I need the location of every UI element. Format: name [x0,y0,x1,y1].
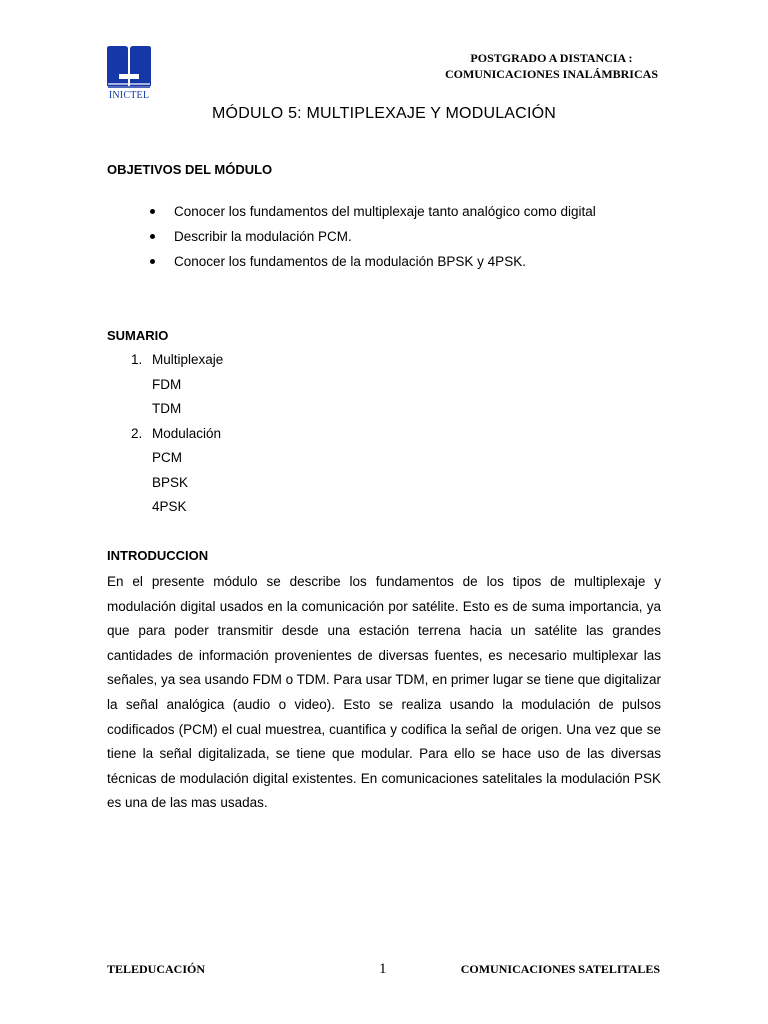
inictel-logo-icon [106,46,152,90]
objective-item: Describir la modulación PCM. [150,227,596,252]
summary-label: Multiplexaje [152,352,224,367]
logo-text: INICTEL [108,90,150,101]
introduction-body: En el presente módulo se describe los fundamentos de los tipos de multiplexaje y modulación digital usados en la comunicación por satélite. Esto es de suma importancia, ya que para poder transmitir desde una estación terrena hacia un satélite las grandes cantidades de información provenientes de diversas fuentes, es necesario multiplexar las señales, ya sea usando FDM o TDM. Para usar TDM, en primer lugar se tiene que digitalizar la señal analógica (audio o video). Esto se realiza usando la modulación de pulsos codificados (PCM) el cual muestrea, cuantifica y codifica la señal de origen. Una vez que se tiene la señal digitalizada, se tiene que modular. Para ello se hace uso de las diversas técnicas de modulación digital existentes. En comunicaciones satelitales la modulación PSK es una de las mas usadas. [107,574,662,811]
header-line-2: COMUNICACIONES INALÁMBRICAS [444,67,658,81]
document-title: MÓDULO 5: MULTIPLEXAJE Y MODULACIÓN [212,105,556,122]
objectives-list [150,202,596,277]
inictel-logo [106,46,152,102]
summary-number: 1. [131,352,143,367]
header-line-1: POSTGRADO A DISTANCIA : [470,51,633,65]
summary-heading: SUMARIO [107,328,169,343]
summary-number: 2. [131,425,143,441]
summary-label: PCM [152,450,182,465]
header-program [445,50,658,82]
summary-label: Modulación [152,425,222,441]
summary-label: BPSK [152,474,189,490]
page-number: 1 [379,961,387,977]
introduction-heading: INTRODUCCION [107,548,209,563]
summary-label: FDM [152,376,182,392]
footer-right: COMUNICACIONES SATELITALES [460,962,660,976]
objective-item: Conocer los fundamentos del multiplexaje tanto analógico como digital [150,202,596,227]
summary-label: 4PSK [152,499,187,514]
summary-label: TDM [152,401,182,416]
footer-left: TELEDUCACIÓN [107,962,206,976]
objective-item: Conocer los fundamentos de la modulación BPSK y 4PSK. [150,252,596,277]
objectives-heading: OBJETIVOS DEL MÓDULO [107,162,273,177]
